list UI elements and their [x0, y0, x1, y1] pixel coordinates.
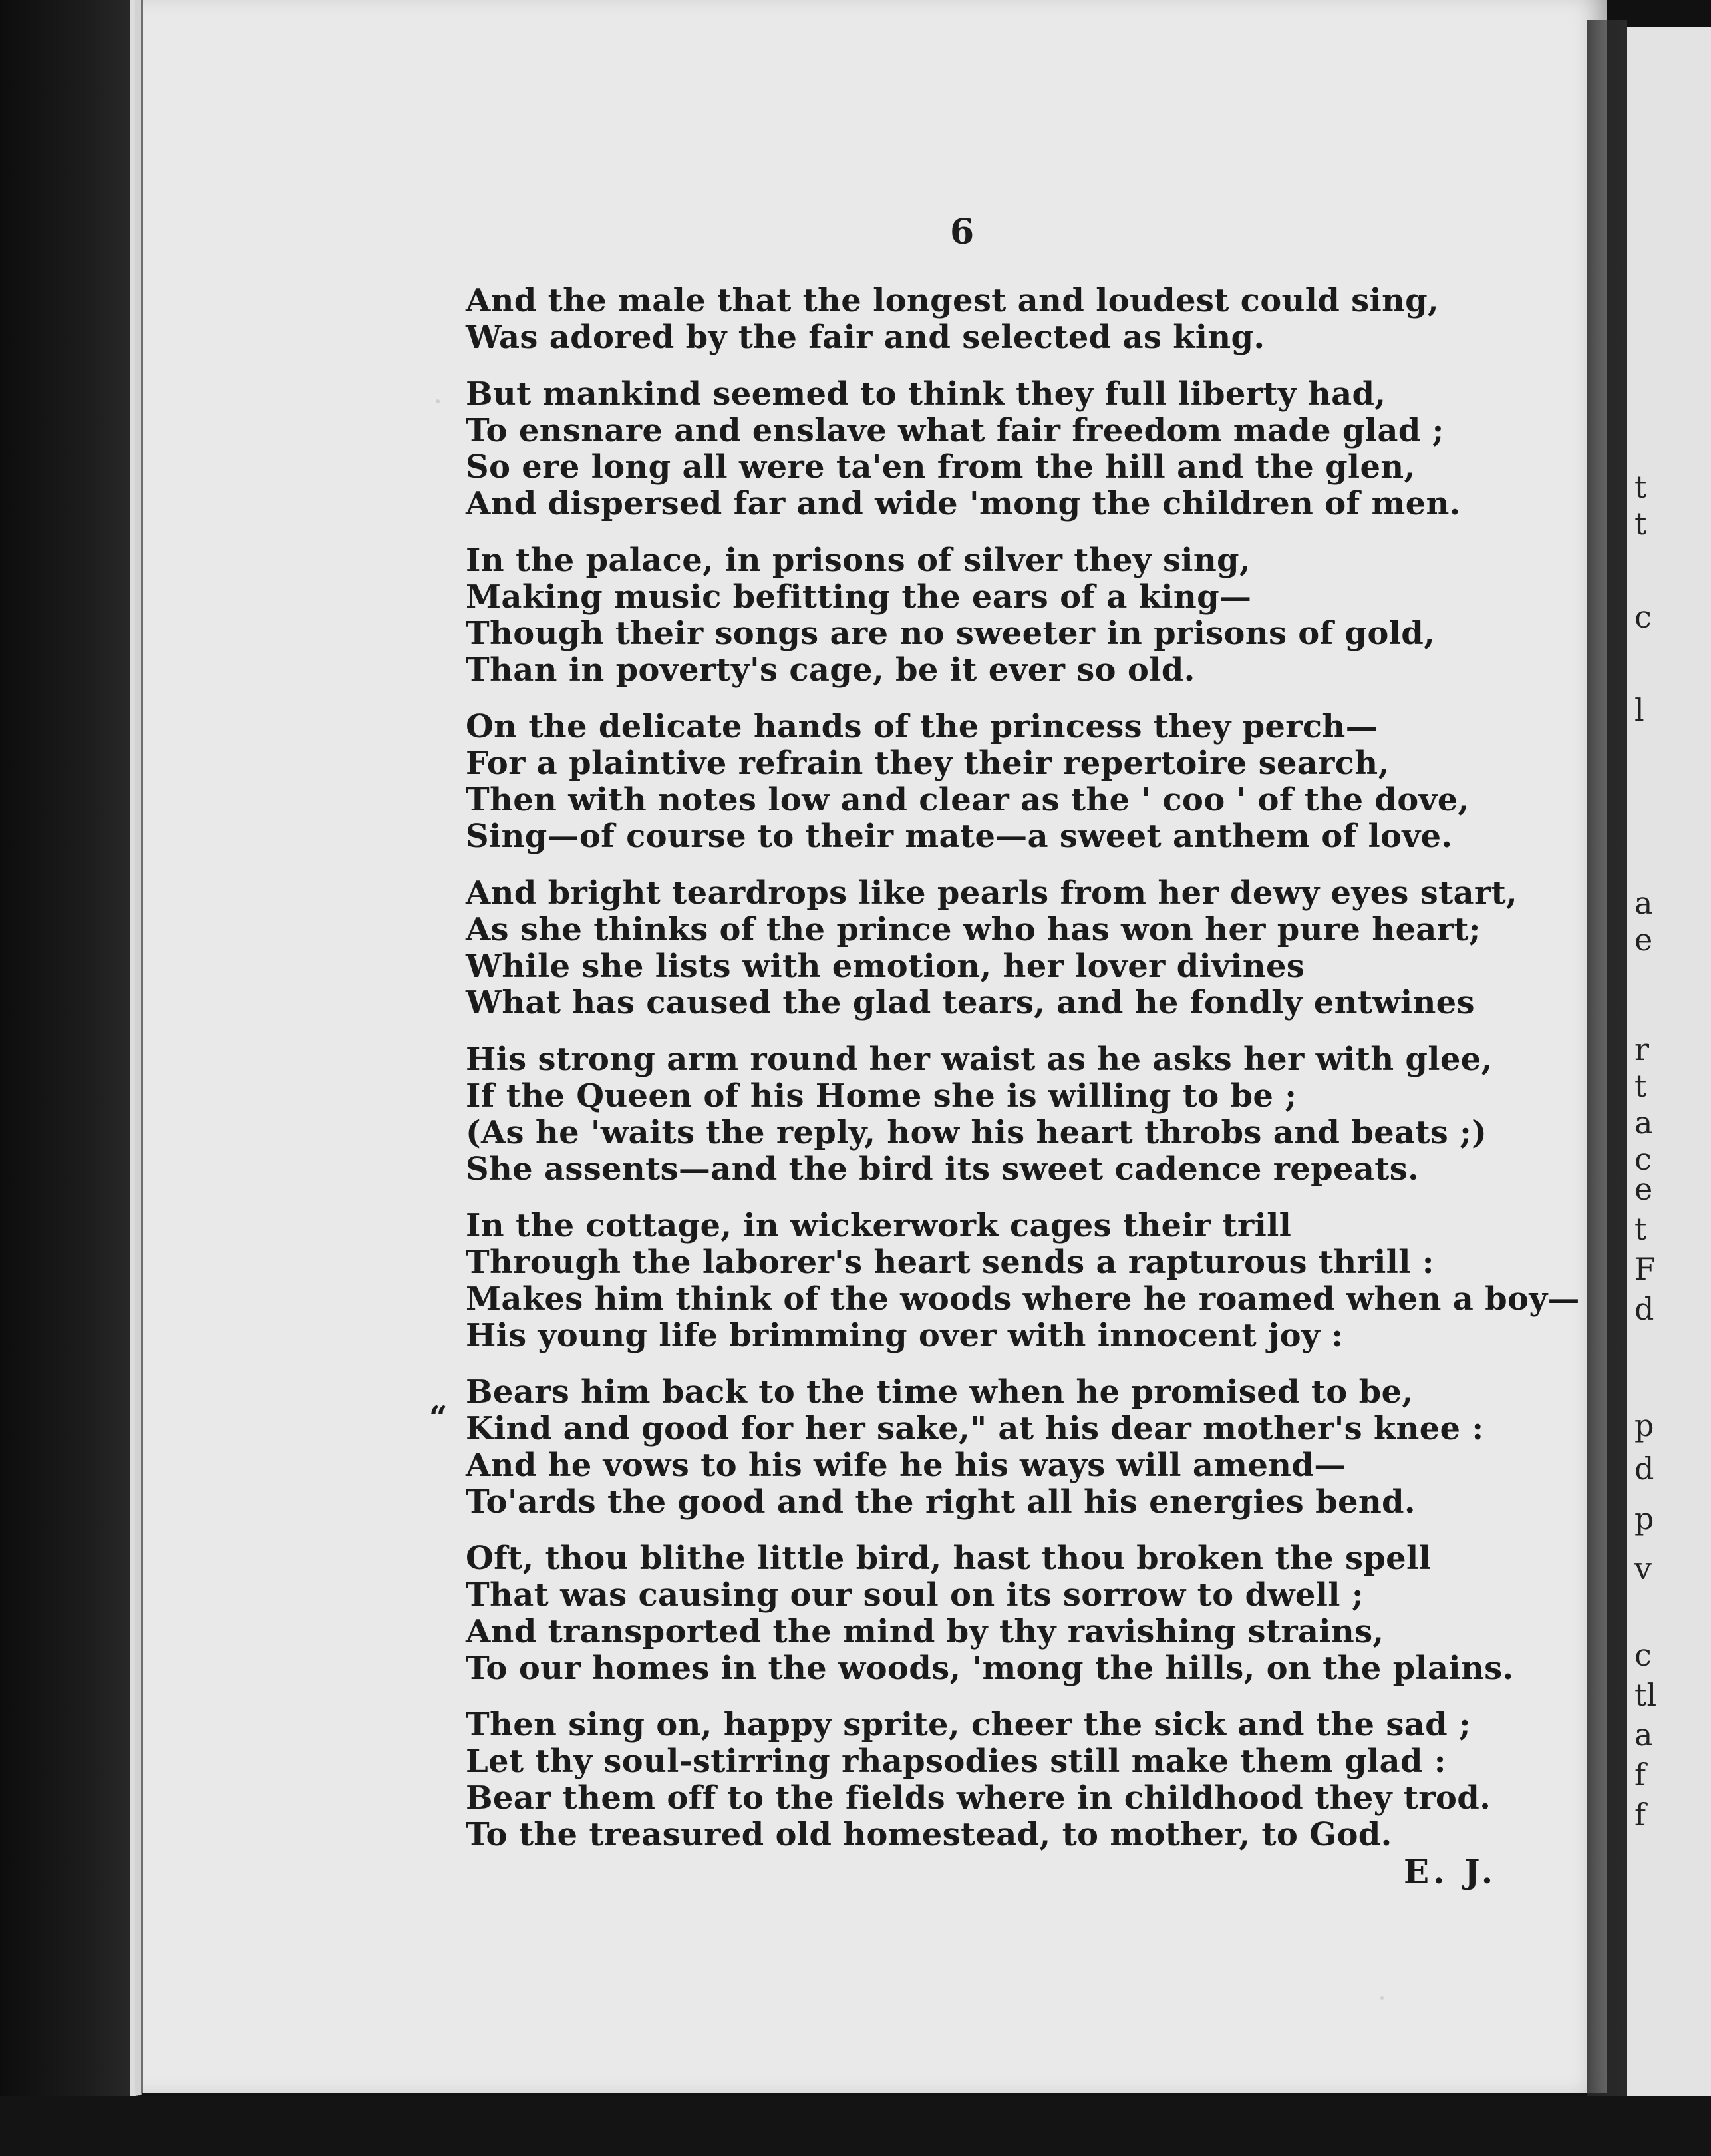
poem-line: (As he 'waits the reply, how his heart throbs and beats ;) [466, 1114, 1487, 1151]
poem-line: And the male that the longest and loudest could sing, [466, 282, 1440, 319]
poem-line: Kind and good for her sake," at his dear mother's knee : [466, 1410, 1484, 1447]
poem-line: For a plaintive refrain they their repertoire search, [466, 745, 1390, 782]
stanza [466, 1374, 1530, 1521]
poem-line: But mankind seemed to think they full liberty had, [466, 375, 1386, 413]
author-signature: E. J. [1404, 1852, 1497, 1891]
background-bottom [0, 2096, 1711, 2156]
adjacent-page-fragment: d [1634, 1451, 1654, 1487]
opening-quote-mark: “ [429, 1399, 448, 1437]
poem-line: Then with notes low and clear as the ' coo ' of the dove, [466, 781, 1470, 818]
stanza [466, 875, 1530, 1021]
poem-line: While she lists with emotion, her lover divines [466, 948, 1305, 985]
poem-line: Let thy soul-stirring rhapsodies still make them glad : [466, 1743, 1446, 1780]
poem-line: In the palace, in prisons of silver they sing, [466, 542, 1251, 579]
paper-speck [436, 399, 440, 403]
poem-line: On the delicate hands of the princess they perch— [466, 708, 1378, 745]
poem-line: His young life brimming over with innocent joy : [466, 1317, 1344, 1354]
poem-line: So ere long all were ta'en from the hill and the glen, [466, 449, 1416, 486]
adjacent-page-fragment: a [1634, 1717, 1653, 1753]
adjacent-page-fragment: e [1634, 922, 1653, 958]
poem-line: Making music befitting the ears of a king— [466, 578, 1252, 616]
adjacent-page-fragment: t [1634, 1068, 1647, 1104]
poem-line: To ensnare and enslave what fair freedom made glad ; [466, 412, 1444, 449]
poem-line: To'ards the good and the right all his energies bend. [466, 1483, 1416, 1521]
poem-line: Through the laborer's heart sends a rapturous thrill : [466, 1244, 1434, 1281]
stanza [466, 1041, 1530, 1188]
poem-line: Bears him back to the time when he promised to be, [466, 1373, 1414, 1411]
poem-line: And he vows to his wife he his ways will amend— [466, 1447, 1346, 1484]
poem-line: What has caused the glad tears, and he fondly entwines [466, 984, 1475, 1021]
adjacent-page-fragment: tl [1634, 1677, 1657, 1713]
poem-line: Then sing on, happy sprite, cheer the sick and the sad ; [466, 1706, 1471, 1743]
stanza [466, 1207, 1580, 1354]
poem-line: And transported the mind by thy ravishing strains, [466, 1613, 1384, 1650]
stanza [466, 1707, 1530, 1853]
adjacent-page-fragment: F [1634, 1251, 1656, 1287]
stanza [466, 1540, 1530, 1687]
adjacent-page-fragment: c [1634, 1637, 1652, 1673]
adjacent-page-fragment: v [1634, 1550, 1652, 1586]
stanza [466, 376, 1530, 522]
poem-line: That was causing our soul on its sorrow to dwell ; [466, 1576, 1364, 1614]
stanza [466, 283, 1530, 356]
adjacent-page-fragment: t [1634, 506, 1647, 542]
adjacent-page-fragment: r [1634, 1031, 1649, 1067]
adjacent-page-fragment: f [1634, 1757, 1646, 1793]
adjacent-page-fragment: p [1634, 1407, 1654, 1443]
poem-line: To the treasured old homestead, to mother, to God. [466, 1816, 1392, 1853]
poem-line: And bright teardrops like pearls from her dewy eyes start, [466, 874, 1518, 912]
adjacent-page-fragment: f [1634, 1797, 1646, 1833]
poem-line: His strong arm round her waist as he asks her with glee, [466, 1041, 1493, 1078]
poem-line: She assents—and the bird its sweet cadence repeats. [466, 1151, 1420, 1188]
page-gutter-shadow [1587, 20, 1627, 2096]
adjacent-page-fragment: a [1634, 885, 1653, 921]
adjacent-page [1627, 27, 1711, 2096]
adjacent-page-fragment: d [1634, 1291, 1654, 1327]
stanza [466, 709, 1530, 855]
poem-line: To our homes in the woods, 'mong the hills, on the plains. [466, 1650, 1514, 1687]
adjacent-page-fragment: c [1634, 1141, 1652, 1177]
adjacent-page-fragment: e [1634, 1171, 1653, 1207]
poem-line: Oft, thou blithe little bird, hast thou broken the spell [466, 1540, 1432, 1577]
poem-line: Than in poverty's cage, be it ever so old. [466, 651, 1195, 689]
poem-line: If the Queen of his Home she is willing to be ; [466, 1077, 1297, 1115]
poem-line: In the cottage, in wickerwork cages their trill [466, 1207, 1292, 1244]
poem-line: Sing—of course to their mate—a sweet anthem of love. [466, 818, 1453, 855]
poem-line: As she thinks of the prince who has won her pure heart; [466, 911, 1481, 948]
stanza [466, 542, 1530, 689]
background-left [0, 0, 140, 2156]
adjacent-page-fragment: a [1634, 1105, 1653, 1141]
adjacent-page-fragment: c [1634, 599, 1652, 635]
poem-line: Bear them off to the fields where in childhood they trod. [466, 1779, 1491, 1817]
adjacent-page-fragment: t [1634, 1211, 1647, 1247]
poem-line: And dispersed far and wide 'mong the children of men. [466, 485, 1461, 522]
poem-line: Though their songs are no sweeter in prisons of gold, [466, 615, 1436, 652]
paper-speck [1380, 1996, 1384, 2000]
poem-line: Makes him think of the woods where he roamed when a boy— [466, 1280, 1580, 1318]
poem-body [466, 282, 1580, 1873]
adjacent-page-fragment: p [1634, 1501, 1654, 1536]
poem-line: Was adored by the fair and selected as king. [466, 319, 1265, 356]
adjacent-page-fragment: l [1634, 692, 1644, 728]
page-number: 6 [950, 212, 975, 252]
adjacent-page-fragment: t [1634, 469, 1647, 505]
